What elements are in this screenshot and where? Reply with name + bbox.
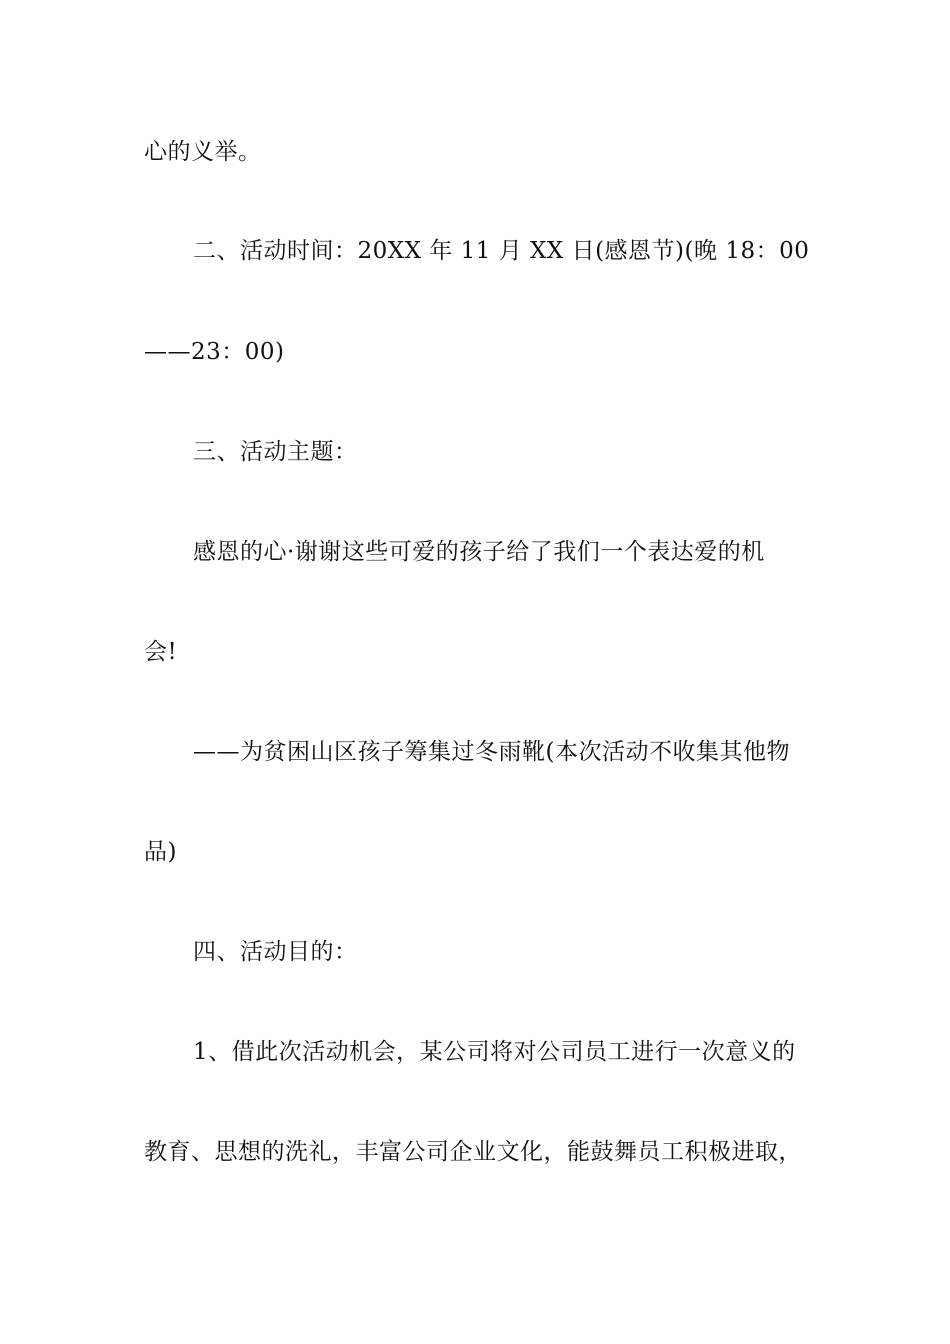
activity-theme-heading: 三、活动主题： [193, 439, 358, 465]
activity-theme-continuation: 会! [144, 639, 178, 665]
activity-subtheme-line: ——为贫困山区孩子筹集过冬雨靴(本次活动不收集其他物 [193, 739, 790, 765]
activity-purpose-heading: 四、活动目的： [193, 939, 358, 965]
purpose-item-1-continuation: 教育、思想的洗礼，丰富公司企业文化，能鼓舞员工积极进取， [144, 1139, 802, 1165]
activity-subtheme-continuation: 品) [144, 839, 177, 865]
activity-time-continuation: ——23：00) [144, 339, 285, 365]
paragraph-line-1: 心的义举。 [144, 139, 262, 165]
activity-theme-line: 感恩的心·谢谢这些可爱的孩子给了我们一个表达爱的机 [193, 539, 765, 565]
activity-time-line: 二、活动时间：20XX 年 11 月 XX 日(感恩节)(晚 18：00 [193, 238, 810, 264]
purpose-item-1-line: 1、借此次活动机会，某公司将对公司员工进行一次意义的 [193, 1039, 796, 1065]
